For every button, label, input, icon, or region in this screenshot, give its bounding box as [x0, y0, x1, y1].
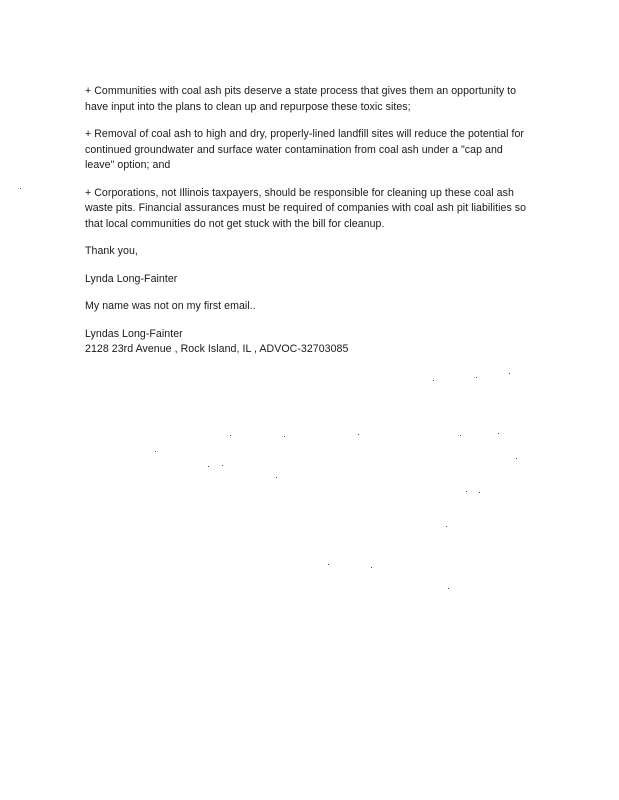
scan-speck: [276, 477, 277, 478]
bullet-paragraph-1: + Communities with coal ash pits deserve a state process that gives them an opportunity to have input into the plans to clean up and repurpose these toxic sites;: [85, 85, 517, 113]
bullet-paragraph-2: + Removal of coal ash to high and dry, properly-lined landfill sites will reduce the potential for continued groundwater and surface water contamination from coal ash under a "cap and leave" option; and: [85, 128, 524, 171]
scan-speck: [448, 588, 449, 589]
closing-text: Thank you,: [85, 245, 138, 257]
signature-name: Lynda Long-Fainter: [85, 272, 178, 285]
scan-speck: [20, 188, 21, 189]
signature-block-address: 2128 23rd Avenue , Rock Island, IL , ADVOC-32703085: [85, 343, 349, 355]
scan-speck: [208, 466, 209, 467]
scan-speck: [479, 492, 480, 493]
scan-speck: [516, 458, 517, 459]
scan-speck: [284, 436, 285, 437]
signature-block: [85, 327, 535, 358]
bullet-paragraph-3: + Corporations, not Illinois taxpayers, should be responsible for cleaning up these coal ash waste pits. Financial assurances must be required of companies with coal ash pit liabilities so that local communities do not get stuck with the bill for cleanup.: [85, 186, 527, 230]
scan-speck: [222, 465, 223, 466]
scan-speck: [446, 526, 447, 527]
scan-speck: [230, 435, 231, 436]
scan-speck: [466, 491, 467, 492]
signature-block-name: Lyndas Long-Fainter: [85, 327, 183, 340]
note-text: My name was not on my first email..: [85, 300, 256, 312]
scan-speck: [155, 451, 156, 452]
scan-speck: [498, 433, 499, 434]
letter-body: [85, 84, 535, 358]
scan-speck: [460, 435, 461, 436]
scan-speck: [371, 567, 372, 568]
scan-speck: [433, 380, 434, 381]
scan-speck: [358, 434, 359, 435]
scan-speck: [509, 373, 510, 374]
scan-speck: [328, 564, 329, 565]
scan-speck: [476, 377, 477, 378]
